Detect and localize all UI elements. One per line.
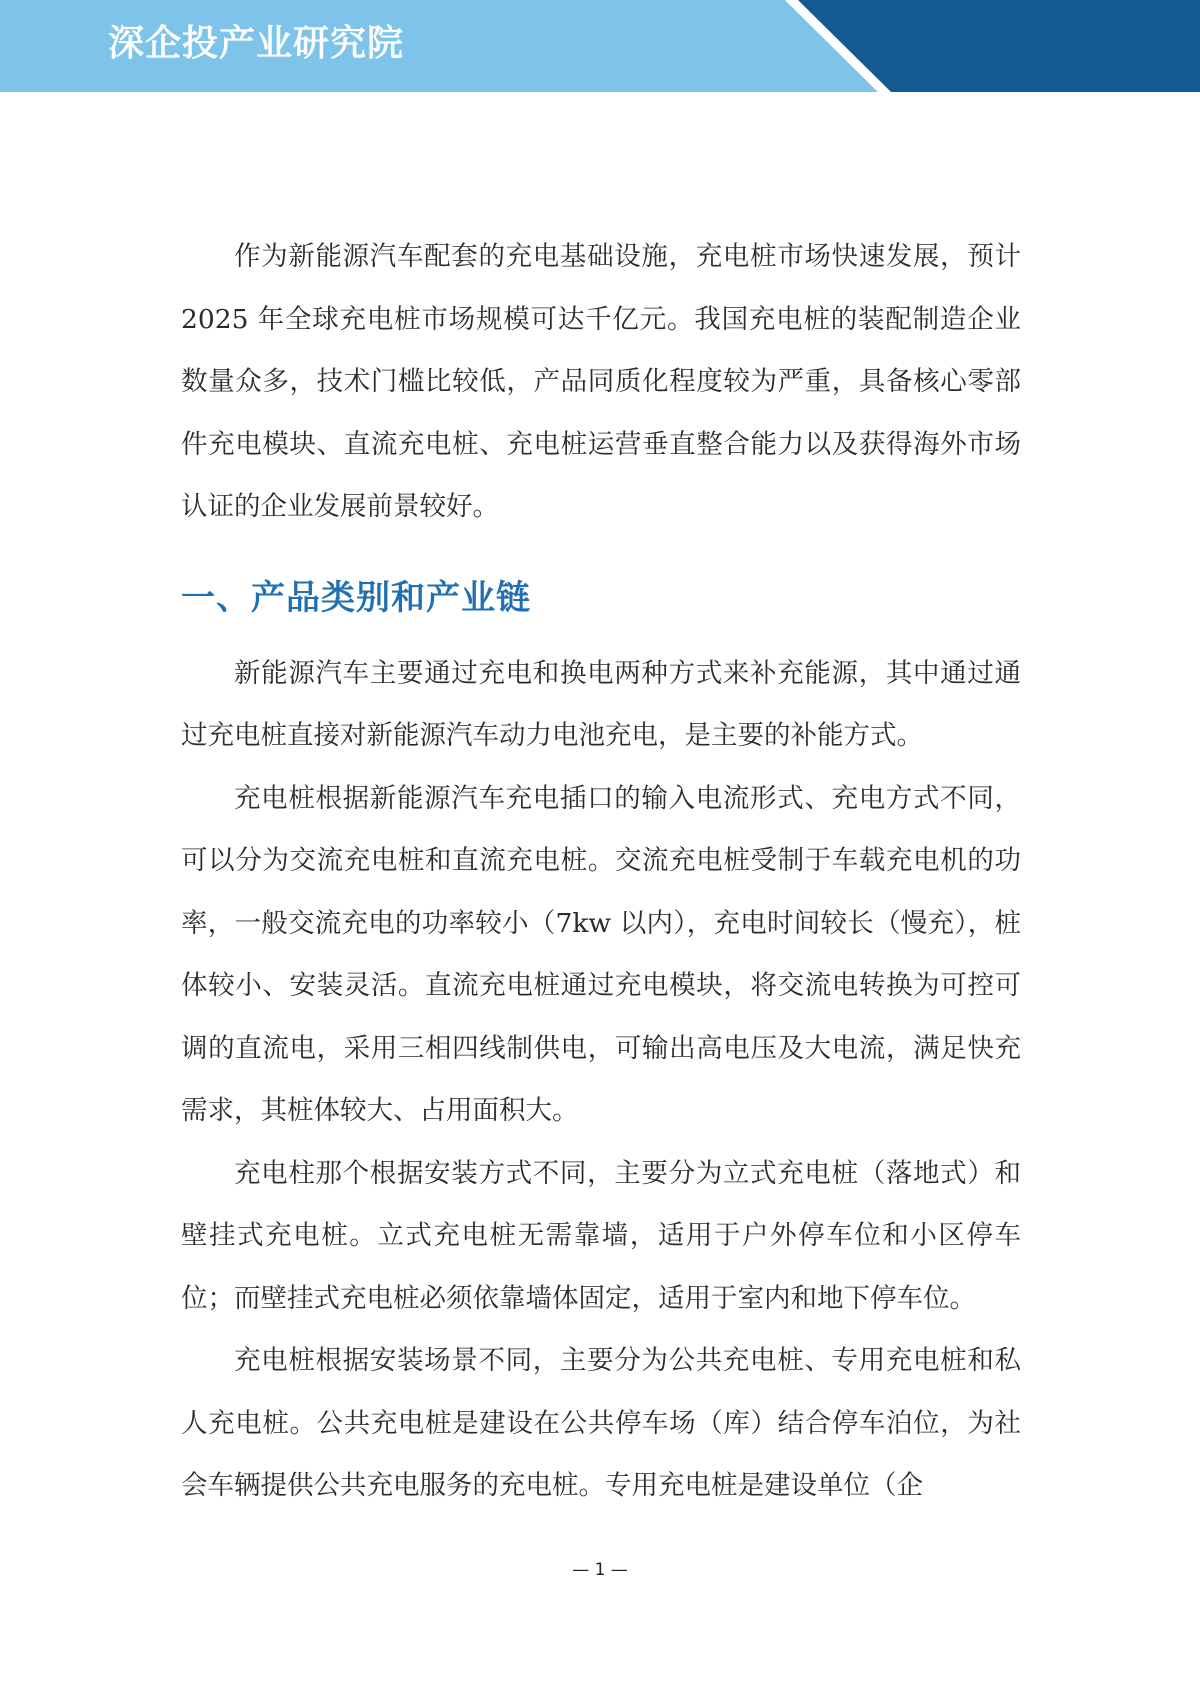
header-band: [0, 0, 1200, 92]
paragraph-installation-types: 充电柱那个根据安装方式不同，主要分为立式充电桩（落地式）和壁挂式充电桩。立式充电桩无需靠墙，适用于户外停车位和小区停车位；而壁挂式充电桩必须依靠墙体固定，适用于室内和地下停车位。: [181, 1157, 1021, 1314]
header-title: 深企投产业研究院: [108, 23, 405, 64]
intro-paragraph: 作为新能源汽车配套的充电基础设施，充电桩市场快速发展，预计 2025 年全球充电桩市场规模可达千亿元。我国充电桩的装配制造企业数量众多，技术门槛比较低，产品同质化程度较为严重，具备核心零部件充电模块、直流充电桩、充电桩运营垂直整合能力以及获得海外市场认证的企业发展前景较好。: [181, 241, 1021, 522]
paragraph-scenario-types: 充电桩根据安装场景不同，主要分为公共充电桩、专用充电桩和私人充电桩。公共充电桩是建设在公共停车场（库）结合停车泊位，为社会车辆提供公共充电服务的充电桩。专用充电桩是建设单位（企: [181, 1345, 1021, 1501]
section-heading: 一、产品类别和产业链: [181, 577, 531, 618]
page-number: — 1 —: [572, 1560, 628, 1580]
paragraph-charging-methods: 新能源汽车主要通过充电和换电两种方式来补充能源，其中通过通过充电桩直接对新能源汽车动力电池充电，是主要的补能方式。: [181, 657, 1021, 751]
document-body: [181, 226, 1021, 1518]
paragraph-ac-dc-types: 充电桩根据新能源汽车充电插口的输入电流形式、充电方式不同，可以分为交流充电桩和直流充电桩。交流充电桩受制于车载充电机的功率，一般交流充电的功率较小（7kw 以内），充电时间较长（慢充），桩体较小、安装灵活。直流充电桩通过充电模块，将交流电转换为可控可调的直流电，采用三相四线制供电，可输出高电压及大电流，满足快充需求，其桩体较大、占用面积大。: [181, 782, 1021, 1126]
